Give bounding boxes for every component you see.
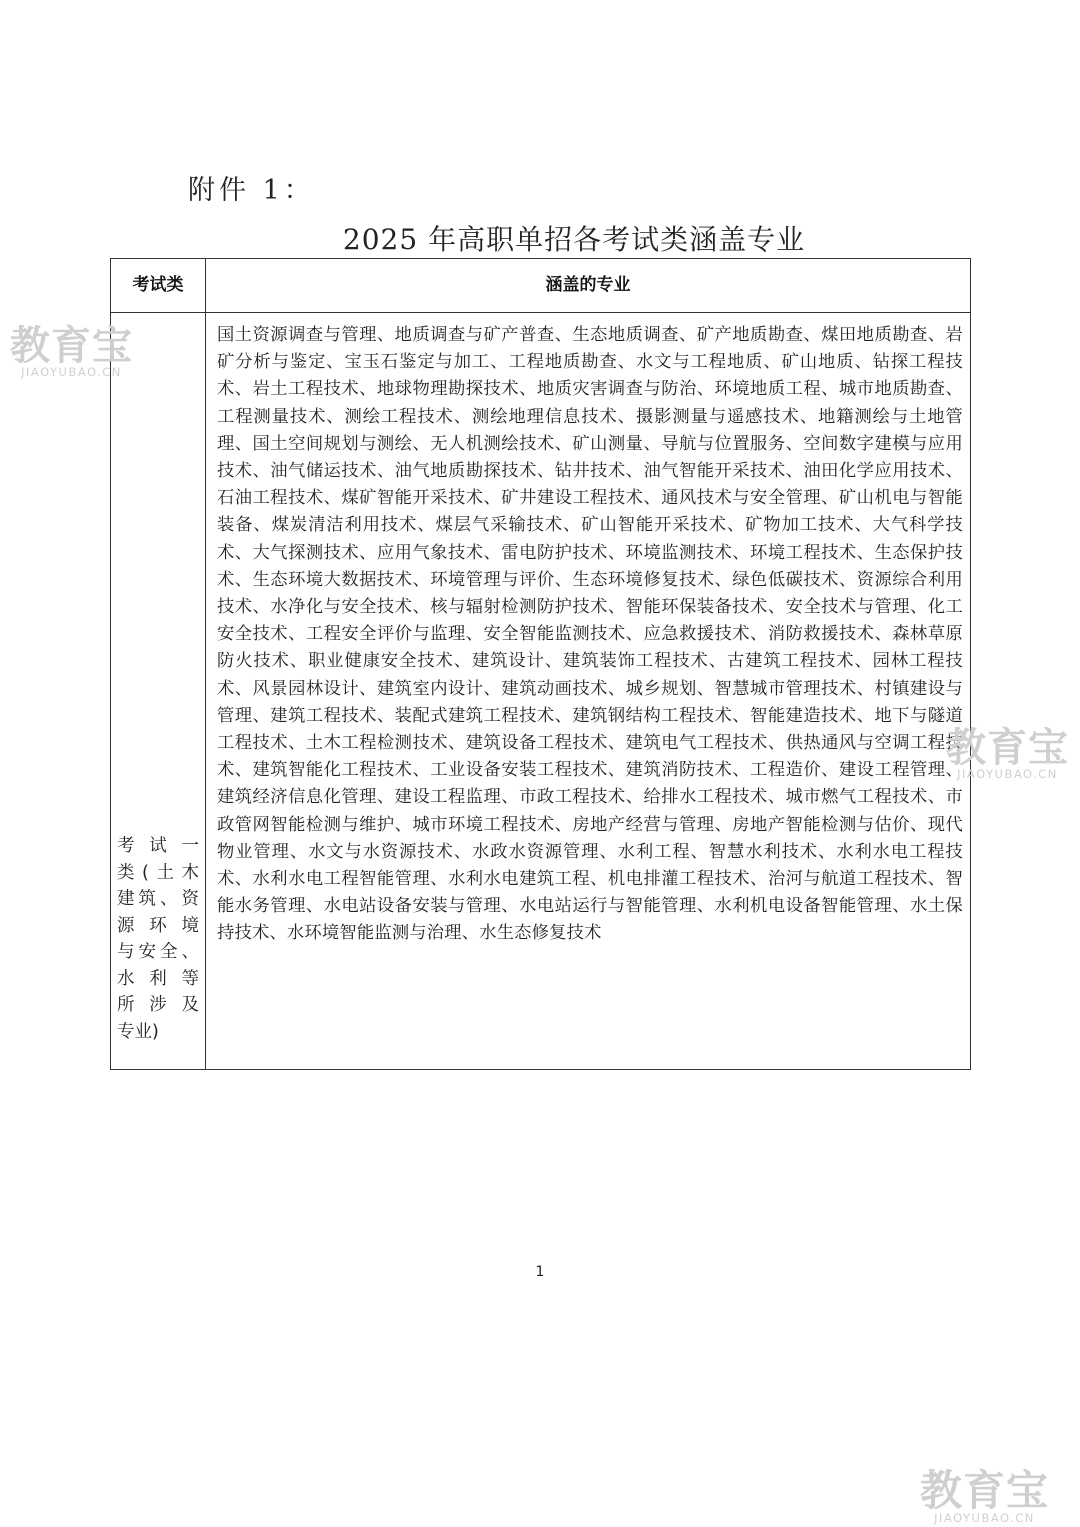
watermark-domain: JIAOYUBAO.CN bbox=[934, 1511, 1035, 1525]
category-line: 专业) bbox=[117, 1021, 159, 1042]
category-line: 所涉及 bbox=[117, 995, 199, 1015]
majors-table bbox=[110, 258, 971, 1070]
category-line: 水利等 bbox=[117, 968, 199, 989]
annex-label: 附件 1： bbox=[188, 175, 315, 206]
covered-majors-cell: 国土资源调查与管理、地质调查与矿产普查、生态地质调查、矿产地质勘查、煤田地质勘查、岩矿分析与鉴定、宝玉石鉴定与加工、工程地质勘查、水文与工程地质、矿山地质、钻探工程技术、岩土工程技术、地球物理勘探技术、地质灾害调查与防治、环境地质工程、城市地质勘查、工程测量技术、测绘工程技术、测绘地理信息技术、摄影测量与遥感技术、地籍测绘与土地管理、国土空间规划与测绘、无人机测绘技术、矿山测量、导航与位置服务、空间数字建模与应用技术、油气储运技术、油气地质勘探技术、钻井技术、油气智能开采技术、油田化学应用技术、石油工程技术、煤矿智能开采技术、矿井建设工程技术、通风技术与安全管理、矿山机电与智能装备、煤炭清洁利用技术、煤层气采输技术、矿山智能开采技术、矿物加工技术、大气科学技术、大气探测技术、应用气象技术、雷电防护技术、环境监测技术、环境工程技术、生态保护技术、生态环境大数据技术、环境管理与评价、生态环境修复技术、绿色低碳技术、资源综合利用技术、水净化与安全技术、核与辐射检测防护技术、智能环保装备技术、安全技术与管理、化工安全技术、工程安全评价与监理、安全智能监测技术、应急救援技术、消防救援技术、森林草原防火技术、职业健康安全技术、建筑设计、建筑装饰工程技术、古建筑工程技术、园林工程技术、风景园林设计、建筑室内设计、建筑动画技术、城乡规划、智慧城市管理技术、村镇建设与管理、建筑工程技术、装配式建筑工程技术、建筑钢结构工程技术、智能建造技术、地下与隧道工程技术、土木工程检测技术、建筑设备工程技术、建筑电气工程技术、供热通风与空调工程技术、建筑智能化工程技术、工业设备安装工程技术、建筑消防技术、工程造价、建设工程管理、建筑经济信息化管理、建设工程监理、市政工程技术、给排水工程技术、城市燃气工程技术、市政管网智能检测与维护、城市环境工程技术、房地产经营与管理、房地产智能检测与估价、现代物业管理、水文与水资源技术、水政水资源管理、水利工程、智慧水利技术、水利水电工程技术、水利水电工程智能管理、水利水电建筑工程、机电排灌工程技术、治河与航道工程技术、智能水务管理、水电站设备安装与管理、水电站运行与智能管理、水利机电设备智能管理、水土保持技术、水环境智能监测与治理、水生态修复技术 bbox=[217, 325, 963, 944]
exam-category-cell bbox=[117, 833, 199, 1045]
table-header-divider bbox=[111, 312, 970, 313]
page-number: 1 bbox=[535, 1264, 545, 1280]
watermark-text: 教育宝 bbox=[946, 725, 1069, 771]
category-line: 类(土木 bbox=[117, 862, 199, 883]
watermark-logo bbox=[946, 725, 1069, 781]
watermark-text: 教育宝 bbox=[920, 1466, 1050, 1515]
watermark-logo bbox=[10, 323, 133, 379]
table-column-divider bbox=[205, 259, 206, 1069]
watermark-domain: JIAOYUBAO.CN bbox=[957, 767, 1058, 781]
watermark-logo bbox=[920, 1466, 1050, 1525]
category-line: 建筑、资 bbox=[117, 889, 199, 909]
category-line: 与安全、 bbox=[117, 942, 199, 962]
header-exam-category: 考试类 bbox=[132, 275, 184, 295]
watermark-text: 教育宝 bbox=[10, 323, 133, 369]
document-title: 2025 年高职单招各考试类涵盖专业 bbox=[342, 223, 806, 256]
watermark-domain: JIAOYUBAO.CN bbox=[21, 365, 122, 379]
category-line: 源环境 bbox=[117, 915, 199, 936]
category-line: 考试一 bbox=[117, 836, 199, 856]
header-covered-majors: 涵盖的专业 bbox=[545, 275, 631, 295]
